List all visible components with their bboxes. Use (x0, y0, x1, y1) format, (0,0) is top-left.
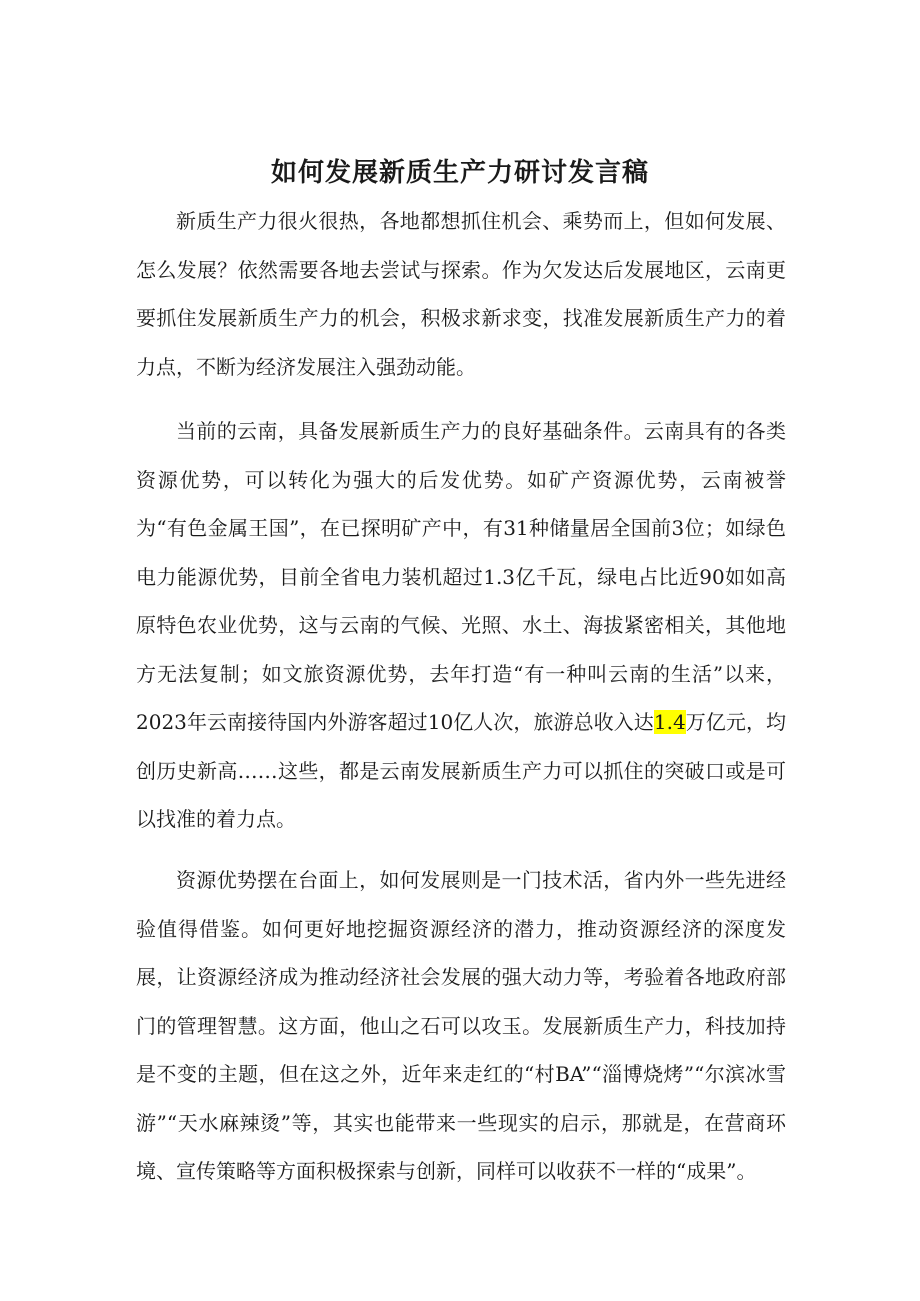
paragraph-experience: 资源优势摆在台面上，如何发展则是一门技术活，省内外一些先进经验值得借鉴。如何更好地挖掘资源经济的潜力，推动资源经济的深度发展，让资源经济成为推动经济社会发展的强大动力等，考验着各地政府部门的管理智慧。这方面，他山之石可以攻玉。发展新质生产力，科技加持是不变的主题，但在这之外，近年来走红的“村BA”“淄博烧烤”“尔滨冰雪游”“天水麻辣烫”等，其实也能带来一些现实的启示，那就是，在营商环境、宣传策略等方面积极探索与创新，同样可以收获不一样的“成果”。 (136, 868, 786, 1183)
paragraph-yunnan-resources (136, 407, 786, 844)
paragraph-text-after-highlight: 万亿元，均创历史新高……这些，都是云南发展新质生产力可以抓住的突破口或是可以找准的着力点。 (136, 710, 787, 831)
paragraph-intro: 新质生产力很火很热，各地都想抓住机会、乘势而上，但如何发展、怎么发展？依然需要各地去尝试与探索。作为欠发达后发展地区，云南更要抓住发展新质生产力的机会，积极求新求变，找准发展新质生产力的着力点，不断为经济发展注入强劲动能。 (136, 209, 786, 379)
highlighted-number: 1.4 (653, 710, 686, 734)
paragraph-text-before-highlight: 当前的云南，具备发展新质生产力的良好基础条件。云南具有的各类资源优势，可以转化为强大的后发优势。如矿产资源优势，云南被誉为“有色金属王国”，在已探明矿产中，有31种储量居全国前3位；如绿色电力能源优势，目前全省电力装机超过1.3亿千瓦，绿电占比近90如如高原特色农业优势，这与云南的气候、光照、水土、海拔紧密相关，其他地方无法复制；如文旅资源优势，去年打造“有一种叫云南的生活”以来，2023年云南接待国内外游客超过10亿人次，旅游总收入达 (136, 419, 786, 734)
document-title: 如何发展新质生产力研讨发言稿 (270, 158, 649, 189)
